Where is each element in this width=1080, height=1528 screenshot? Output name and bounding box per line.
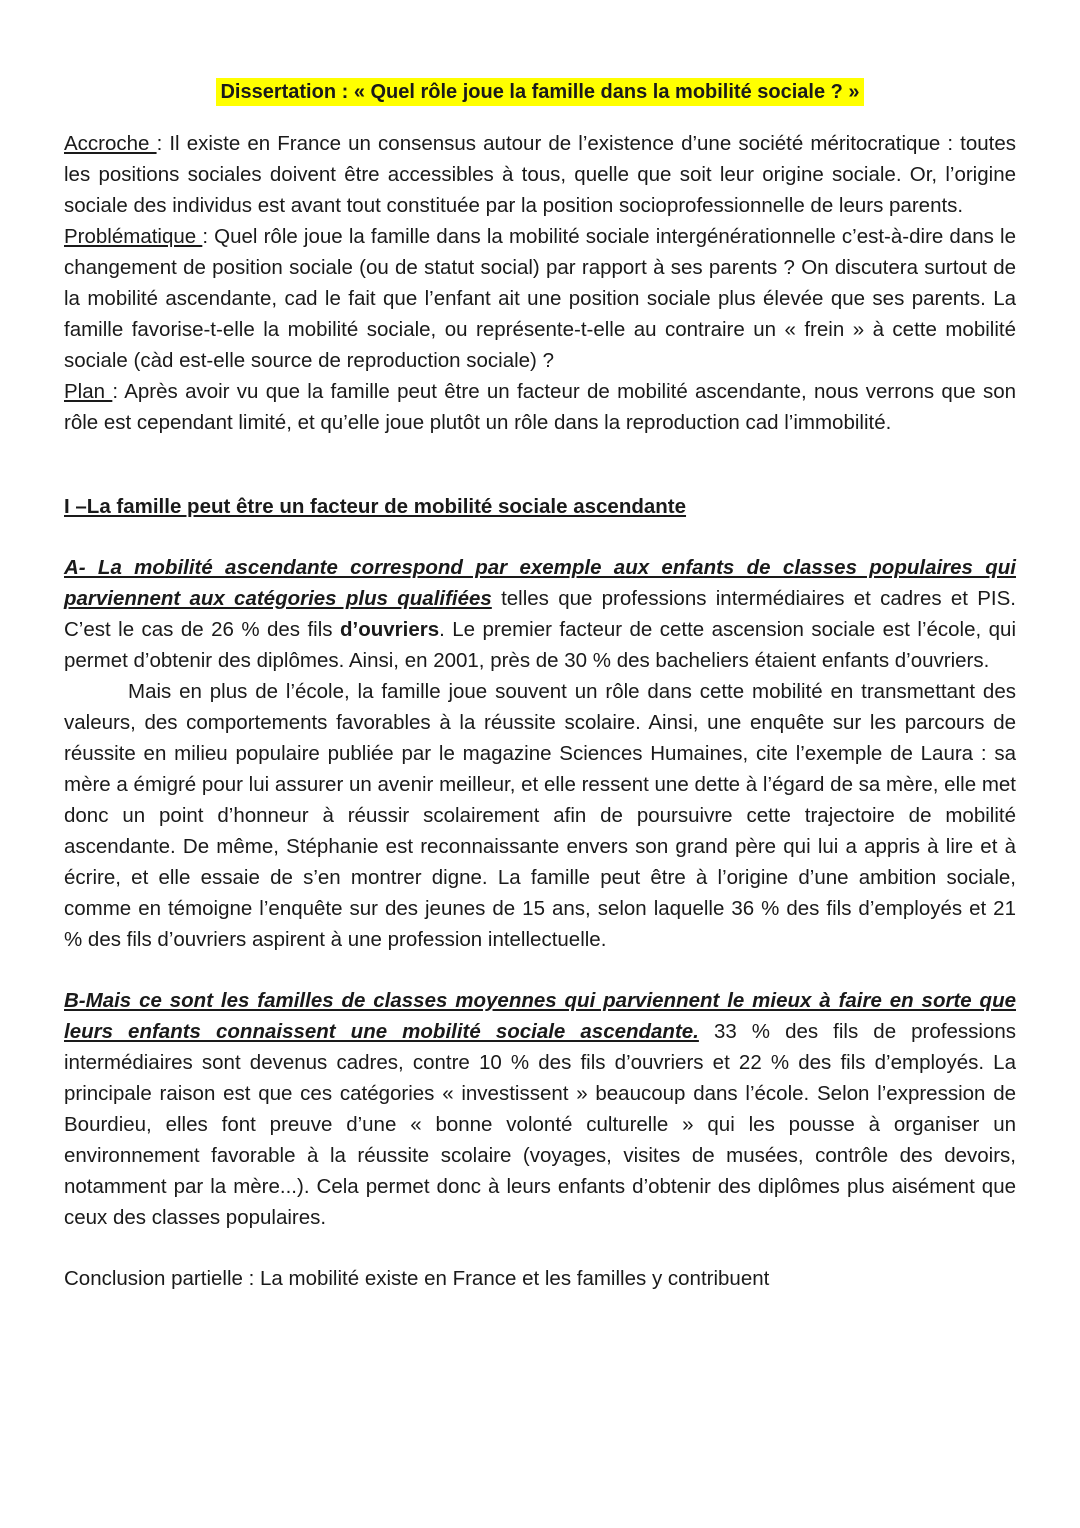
part-a-bold: d’ouvriers: [339, 618, 440, 641]
problematique-paragraph: [64, 221, 1016, 376]
part-a-paragraph-2: Mais en plus de l’école, la famille joue souvent un rôle dans cette mobilité en transmettant des valeurs, des comportements favorables à la réussite scolaire. Ainsi, une enquête sur les parcours de réussite en milieu populaire publiée par le magazine Sciences Humaines, cite l’exemple de Laura : sa mère a émigré pour lui assurer un avenir meilleur, et elle ressent une dette à l’égard de sa mère, elle met donc un point d’honneur à réussir scolairement afin de poursuivre cette trajectoire de mobilité ascendante. De même, Stéphanie est reconnaissante envers son grand père qui lui a appris à lire et à écrire, et elle essaie de s’en montrer digne. La famille peut être à l’origine d’une ambition sociale, comme en témoigne l’enquête sur des jeunes de 15 ans, selon laquelle 36 % des fils d’employés et 21 % des fils d’ouvriers aspirent à une profession intellectuelle.: [64, 680, 1016, 951]
accroche-text: Il existe en France un consensus autour de l’existence d’une société méritocratique : toutes les positions sociales doivent être accessibles à tous, quelle que soit leur origine sociale. Or, l’origine sociale des individus est avant tout constituée par la position socioprofessionnelle de leurs parents.: [64, 132, 1016, 217]
conclusion-paragraph: Conclusion partielle : La mobilité existe en France et les familles y contribuent: [64, 1267, 770, 1290]
accroche-paragraph: [64, 128, 1016, 221]
problematique-label: Problématique: [64, 225, 203, 248]
part-a-text-1: telles que professions intermédiaires et cadres et PIS. C’est le cas de 26 % des fils: [64, 587, 1016, 641]
problematique-separator: :: [202, 225, 215, 248]
document-title: Dissertation : « Quel rôle joue la famille dans la mobilité sociale ? »: [216, 78, 863, 106]
plan-paragraph: [64, 376, 1016, 438]
part-a-lead: A- La mobilité ascendante correspond par exemple aux enfants de classes populaires qui parviennent aux catégories plus qualifiées: [64, 556, 1016, 610]
part-b-text: 33 % des fils de professions intermédiaires sont devenus cadres, contre 10 % des fils d’ouvriers et 22 % des fils d’employés. La principale raison est que ces catégories « investissent » beaucoup dans l’école. Selon l’expression de Bourdieu, elles font preuve d’une « bonne volonté culturelle » qui les pousse à organiser un environnement favorable à la réussite scolaire (voyages, visites de musées, contrôle des devoirs, notamment par la mère...). Cela permet donc à leurs enfants d’obtenir des diplômes plus aisément que ceux des classes populaires.: [64, 1020, 1016, 1229]
accroche-separator: :: [156, 132, 170, 155]
spacer: [64, 522, 1016, 552]
spacer: [64, 1233, 1016, 1263]
plan-separator: :: [112, 380, 125, 403]
part-a-paragraph: [64, 552, 1016, 676]
part-b-paragraph: [64, 985, 1016, 1233]
spacer: [64, 438, 1016, 491]
part-b-lead: B-Mais ce sont les familles de classes moyennes qui parviennent le mieux à faire en sorte que leurs enfants connaissent une mobilité sociale ascendante.: [64, 989, 1016, 1043]
accroche-label: Accroche: [64, 132, 157, 155]
plan-label: Plan: [64, 380, 113, 403]
title-wrapper: [64, 78, 1016, 106]
plan-text: Après avoir vu que la famille peut être un facteur de mobilité ascendante, nous verrons que son rôle est cependant limité, et qu’elle joue plutôt un rôle dans la reproduction cad l’immobilité.: [64, 380, 1016, 434]
spacer: [64, 955, 1016, 985]
section-heading: I –La famille peut être un facteur de mobilité sociale ascendante: [64, 495, 687, 518]
part-a-text-2: . Le premier facteur de cette ascension sociale est l’école, qui permet d’obtenir des diplômes. Ainsi, en 2001, près de 30 % des bacheliers étaient enfants d’ouvriers.: [64, 618, 1016, 672]
problematique-text: Quel rôle joue la famille dans la mobilité sociale intergénérationnelle c’est-à-dire dans le changement de position sociale (ou de statut social) par rapport à ses parents ? On discutera surtout de la mobilité ascendante, cad le fait que l’enfant ait une position sociale plus élevée que ses parents. La famille favorise-t-elle la mobilité sociale, ou représente-t-elle au contraire un « frein » à cette mobilité sociale (càd est-elle source de reproduction sociale) ?: [64, 225, 1016, 372]
